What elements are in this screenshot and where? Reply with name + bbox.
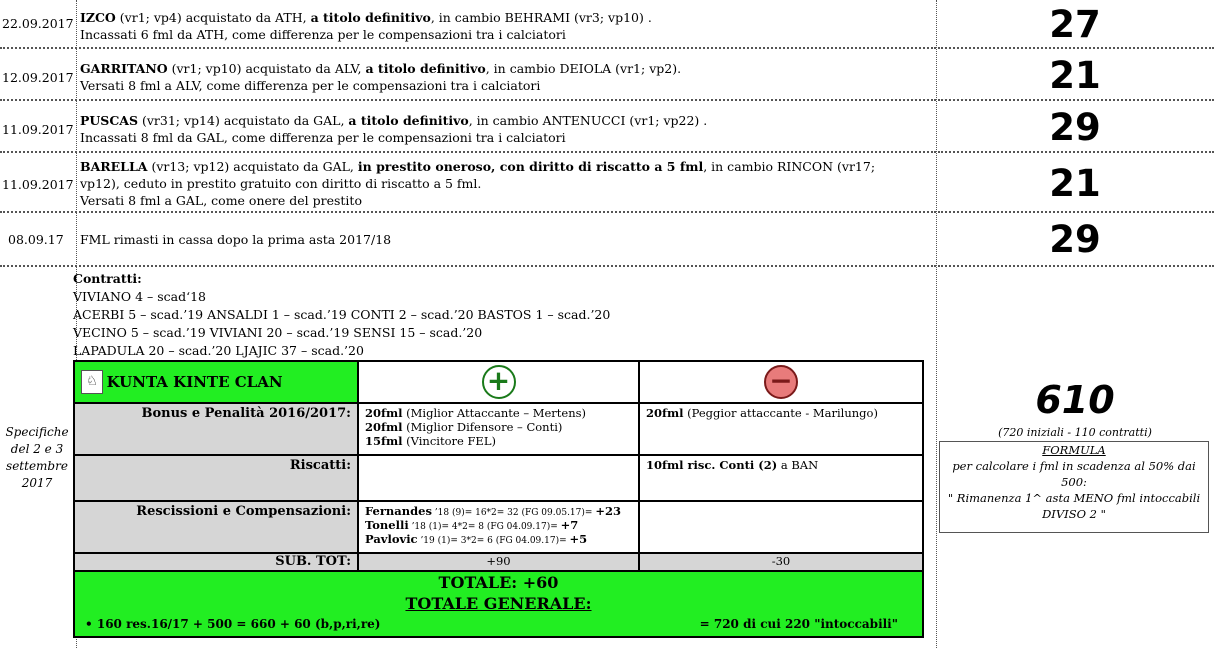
row-text-bold: a titolo definitivo [348, 113, 469, 128]
resc-player: Tonelli [365, 518, 409, 532]
row-value: 21 [1049, 54, 1101, 97]
bonus-amount: 20fml [365, 406, 403, 420]
formula-title: FORMULA [1042, 443, 1106, 457]
row-text [80, 60, 920, 94]
row-text: FML rimasti in cassa dopo la prima asta 2017/18 [80, 232, 392, 247]
riscatti-label: Riscatti: [74, 455, 358, 501]
row-text-part: , in cambio DEIOLA (vr1; vp2). [485, 61, 682, 76]
resc-detail: ’19 (1)= 3*2= 6 (FG 04.09.17)= [417, 536, 570, 546]
player-name: IZCO [80, 10, 116, 25]
riscatti-player: Conti (2) [719, 458, 778, 472]
row-text-line: Incassati 6 fml da ATH, come differenza per le compensazioni tra i calciatori [80, 27, 566, 42]
subtotal-minus: -30 [639, 553, 923, 571]
club-name: KUNTA KINTE CLAN [106, 373, 283, 391]
rescissioni-minus-cell [639, 501, 923, 553]
row-divider [0, 211, 936, 213]
totale: TOTALE: +60 [438, 573, 559, 592]
specifiche-label: Specifiche del 2 e 3 settembre 2017 [5, 425, 69, 490]
player-name: PUSCAS [80, 113, 139, 128]
club-crest-icon: ♘ [81, 370, 103, 394]
row-text-part: (vr1; vp4) acquistato da ATH, [115, 10, 311, 25]
resc-value: +5 [569, 532, 588, 546]
contratti-title: Contratti: [73, 271, 142, 286]
row-text-line: Versati 8 fml a GAL, come onere del prestito [80, 193, 362, 208]
row-text-part: (vr1; vp10) acquistato da ALV, [167, 61, 366, 76]
row-date: 11.09.2017 [2, 122, 74, 137]
resc-detail: ’18 (1)= 4*2= 8 (FG 04.09.17)= [408, 522, 561, 532]
club-header [74, 361, 358, 403]
plus-header [358, 361, 639, 403]
riscatti-plus-cell [358, 455, 639, 501]
row-text-line: Versati 8 fml a ALV, come differenza per le compensazioni tra i calciatori [80, 78, 541, 93]
row-divider [0, 47, 936, 49]
totals-cell [74, 571, 923, 637]
bonus-desc: (Miglior Attaccante – Mertens) [402, 406, 587, 420]
penalty-desc: (Peggior attaccante - Marilungo) [683, 406, 878, 420]
resc-value: +23 [595, 504, 621, 518]
row-text [80, 9, 920, 43]
resc-player: Fernandes [365, 504, 432, 518]
final-calculation: • 160 res.16/17 + 500 = 660 + 60 (b,p,ri,re) [85, 617, 381, 631]
row-text-part: (vr31; vp14) acquistato da GAL, [138, 113, 349, 128]
bonus-label: Bonus e Penalità 2016/2017: [74, 403, 358, 455]
row-divider [938, 265, 1214, 267]
row-value: 27 [1049, 3, 1101, 46]
row-text-part: (vr13; vp12) acquistato da GAL, [147, 159, 358, 174]
resc-player: Pavlovic [365, 532, 418, 546]
row-text-bold: a titolo definitivo [365, 61, 486, 76]
row-text-part: , in cambio RINCON (vr17; [703, 159, 876, 174]
row-text-bold: a titolo definitivo [310, 10, 431, 25]
row-divider [938, 211, 1214, 213]
row-date: 12.09.2017 [2, 70, 74, 85]
minus-header [639, 361, 923, 403]
final-result: = 720 di cui 220 "intoccabili" [699, 617, 898, 631]
row-divider [0, 265, 936, 267]
formula-line: " Rimanenza 1^ asta MENO fml intoccabili DIVISO 2 " [947, 491, 1201, 521]
riscatti-team: a BAN [777, 458, 819, 472]
totale-generale: TOTALE GENERALE: [405, 594, 592, 613]
resc-detail: ’18 (9)= 16*2= 32 (FG 09.05.17)= [431, 508, 596, 518]
formula-box [939, 441, 1209, 533]
bonus-amount: 20fml [365, 420, 403, 434]
row-text-part: , in cambio ANTENUCCI (vr1; vp22) . [468, 113, 708, 128]
row-divider [0, 99, 936, 101]
contratti-line: LAPADULA 20 – scad.’20 LJAJIC 37 – scad.’20 [73, 343, 364, 358]
row-date: 22.09.2017 [2, 16, 74, 31]
final-calculation-text: 160 res.16/17 + 500 = 660 + 60 (b,p,ri,re) [96, 617, 381, 631]
riscatti-amount: 10fml risc. [646, 458, 720, 472]
player-name: BARELLA [80, 159, 148, 174]
subtotal-label: SUB. TOT: [74, 553, 358, 571]
row-divider [938, 151, 1214, 153]
penalty-amount: 20fml [646, 406, 684, 420]
bonus-minus-cell [639, 403, 923, 455]
formula-line: per calcolare i fml in scadenza al 50% dai 500: [952, 459, 1196, 489]
bonus-desc: (Vincitore FEL) [402, 434, 496, 448]
riscatti-minus-cell [639, 455, 923, 501]
row-text-bold: in prestito oneroso, con diritto di riscatto a 5 fml [357, 159, 704, 174]
contratti-line: VIVIANO 4 – scad‘18 [73, 289, 207, 304]
summary-table [73, 360, 924, 638]
row-text-line: vp12), ceduto in prestito gratuito con diritto di riscatto a 5 fml. [80, 176, 482, 191]
row-text [80, 112, 920, 146]
subtotal-plus: +90 [358, 553, 639, 571]
row-text-line: Incassati 8 fml da GAL, come differenza per le compensazioni tra i calciatori [80, 130, 566, 145]
row-divider [938, 47, 1214, 49]
row-value: 29 [1049, 218, 1101, 261]
row-date: 08.09.17 [8, 232, 64, 247]
rescissioni-label: Rescissioni e Compensazioni: [74, 501, 358, 553]
contratti-block [73, 270, 610, 360]
remaining-note: (720 iniziali - 110 contratti) [998, 426, 1152, 439]
bonus-desc: (Miglior Difensore – Conti) [402, 420, 563, 434]
row-text-part: , in cambio BEHRAMI (vr3; vp10) . [430, 10, 652, 25]
resc-value: +7 [560, 518, 579, 532]
row-divider [0, 151, 936, 153]
player-name: GARRITANO [80, 61, 168, 76]
row-value: 29 [1049, 106, 1101, 149]
bonus-amount: 15fml [365, 434, 403, 448]
row-date: 11.09.2017 [2, 177, 74, 192]
contratti-line: VECINO 5 – scad.’19 VIVIANI 20 – scad.’19 SENSI 15 – scad.’20 [73, 325, 483, 340]
bonus-plus-cell [358, 403, 639, 455]
contratti-line: ACERBI 5 – scad.’19 ANSALDI 1 – scad.’19 CONTI 2 – scad.’20 BASTOS 1 – scad.’20 [73, 307, 611, 322]
remaining-value: 610 [1035, 378, 1115, 422]
row-value: 21 [1049, 162, 1101, 205]
minus-icon: − [764, 365, 798, 399]
plus-icon: + [482, 365, 516, 399]
rescissioni-plus-cell [358, 501, 639, 553]
column-divider-right [936, 0, 937, 648]
row-divider [938, 99, 1214, 101]
row-text [80, 158, 920, 209]
